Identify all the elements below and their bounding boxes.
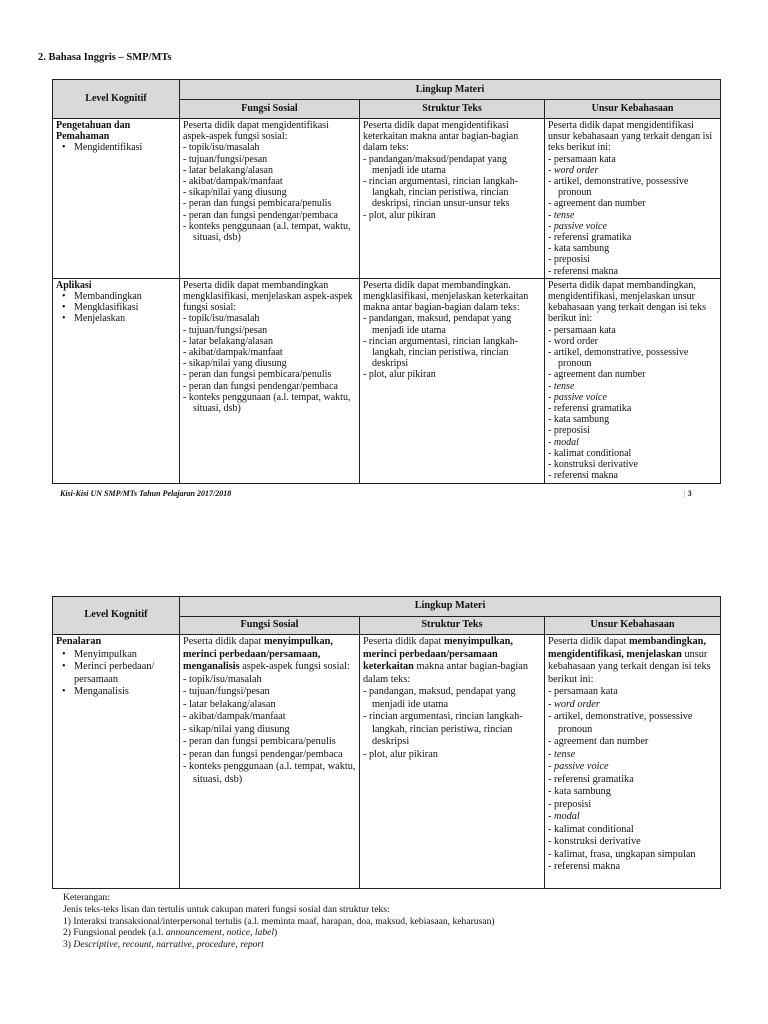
list-item: - konstruksi derivative: [548, 836, 717, 849]
list-item: - peran dan fungsi pendengar/pembaca: [183, 381, 356, 392]
list-item: [548, 221, 717, 232]
fungsi-cell: [180, 119, 360, 279]
list-item: - preposisi: [548, 425, 717, 436]
list-item-text: word order: [553, 164, 599, 176]
list-item: - preposisi: [548, 799, 717, 812]
list-item: - topik/isu/masalah: [183, 142, 356, 153]
kisi-table-1: [52, 79, 721, 484]
notes-line: Jenis teks-teks lisan dan tertulis untuk cakupan materi fungsi sosial dan struktur teks:: [63, 903, 390, 915]
list-item: - tujuan/fungsi/pesan: [183, 686, 356, 699]
level-item: • Mengidentifikasi: [56, 142, 176, 153]
list-item-text: word order: [554, 698, 600, 710]
table-row: [53, 635, 721, 889]
list-item: - preposisi: [548, 254, 717, 265]
list-item: - kalimat conditional: [548, 448, 717, 459]
page-separator: |: [684, 489, 686, 498]
level-item: • Menjelaskan: [56, 313, 176, 324]
level-item: • Menganalisis: [56, 686, 176, 699]
header-lingkup-materi: Lingkup Materi: [180, 80, 721, 100]
level-item: • Mengklasifikasi: [56, 302, 176, 313]
list-item: - akibat/dampak/manfaat: [183, 711, 356, 724]
list-item: - pandangan/maksud/pendapat yang menjadi ide utama: [363, 154, 541, 176]
level-title: Penalaran: [56, 636, 102, 647]
list-item: - kalimat, frasa, ungkapan simpulan: [548, 849, 717, 862]
list-item: - peran dan fungsi pembicara/penulis: [183, 369, 356, 380]
list-item: - konteks penggunaan (a.l. tempat, waktu, situasi, dsb): [183, 221, 356, 243]
list-item: [548, 749, 717, 762]
list-item: - word order: [548, 336, 717, 347]
list-item: - konstruksi derivative: [548, 459, 717, 470]
list-item: [548, 699, 717, 712]
notes-line: [63, 939, 495, 951]
notes-line: 1) Interaksi transaksional/interpersonal tertulis (a.l. meminta maaf, harapan, doa, maksud, kebiasaan, keharusan): [63, 915, 495, 927]
list-item: - referensi makna: [548, 470, 717, 481]
notes-text: recount: [122, 939, 152, 951]
notes-text: label: [254, 927, 275, 939]
notes-text: ,: [191, 939, 197, 951]
list-item: - peran dan fungsi pembicara/penulis: [183, 736, 356, 749]
list-item: - kata sambung: [548, 786, 717, 799]
list-item: - peran dan fungsi pendengar/pembaca: [183, 210, 356, 221]
intro-text: Peserta didik dapat: [363, 636, 444, 647]
list-item-text: modal: [554, 811, 580, 822]
fungsi-intro: Peserta didik dapat membandingkan mengklasifikasi, menjelaskan aspek-aspek fungsi sosial:: [183, 279, 353, 314]
notes-text: ): [274, 927, 278, 939]
header-level-kognitif: Level Kognitif: [53, 80, 180, 119]
list-item: - konteks penggunaan (a.l. tempat, waktu, situasi, dsb): [183, 761, 356, 786]
list-item-text: tense: [553, 209, 575, 221]
level-item: • Merinci perbedaan/ persamaan: [56, 661, 176, 686]
list-item: - kata sambung: [548, 243, 717, 254]
list-item: - tujuan/fungsi/pesan: [183, 154, 356, 165]
notes-text: ,: [151, 939, 157, 951]
header-struktur-teks: Struktur Teks: [360, 100, 545, 119]
list-item: - artikel, demonstrative, possessive pronoun: [548, 711, 717, 736]
list-item: - agreement dan number: [548, 369, 717, 380]
header-fungsi-sosial: Fungsi Sosial: [180, 100, 360, 119]
list-item: - topik/isu/masalah: [183, 674, 356, 687]
list-item: - referensi makna: [548, 266, 717, 277]
level-title: Pengetahuan dan Pemahaman: [56, 120, 131, 143]
level-item: • Menyimpulkan: [56, 649, 176, 662]
struktur-cell: [360, 278, 545, 483]
table-row: [53, 119, 721, 279]
fungsi-intro: [183, 636, 356, 674]
list-item: [548, 381, 717, 392]
list-item-text: tense: [553, 380, 575, 392]
notes-block: [63, 892, 495, 951]
header-struktur-teks: Struktur Teks: [360, 617, 545, 635]
list-item: - plot, alur pikiran: [363, 369, 541, 380]
list-item: - referensi makna: [548, 861, 717, 874]
intro-emphasis: membandingkan, mengidentifikasi, menjelaskan: [548, 636, 706, 660]
list-item: - peran dan fungsi pendengar/pembaca: [183, 749, 356, 762]
level-cell: [53, 119, 180, 279]
table-row: [53, 278, 721, 483]
list-item: - peran dan fungsi pembicara/penulis: [183, 198, 356, 209]
notes-text: notice: [226, 927, 251, 939]
list-item-text: passive voice: [553, 391, 607, 403]
header-unsur-kebahasaan: Unsur Kebahasaan: [545, 100, 721, 119]
list-item: - artikel, demonstrative, possessive pronoun: [548, 347, 717, 369]
list-item: - pandangan, maksud, pendapat yang menjadi ide utama: [363, 686, 541, 711]
list-item-text: modal: [553, 436, 579, 448]
intro-text: Peserta didik dapat: [183, 636, 264, 647]
header-lingkup-materi: Lingkup Materi: [180, 597, 721, 617]
list-item: - konteks penggunaan (a.l. tempat, waktu, situasi, dsb): [183, 392, 356, 414]
page-number: 3: [687, 489, 692, 498]
fungsi-intro: Peserta didik dapat mengidentifikasi aspek-aspek fungsi sosial:: [183, 120, 329, 143]
level-cell: [53, 278, 180, 483]
list-item: - latar belakang/alasan: [183, 165, 356, 176]
list-item: - referensi gramatika: [548, 403, 717, 414]
list-item: - agreement dan number: [548, 736, 717, 749]
list-item: [548, 811, 717, 824]
notes-text: 3): [63, 939, 74, 951]
list-item: [548, 210, 717, 221]
intro-text: makna antar bagian-bagian dalam teks:: [363, 661, 528, 685]
notes-text: 2) Fungsional pendek (a.l.: [63, 927, 166, 939]
list-item: - sikap/nilai yang diusung: [183, 187, 356, 198]
notes-title: Keterangan:: [63, 892, 110, 903]
list-item-text: passive voice: [554, 761, 609, 772]
list-item: - persamaan kata: [548, 325, 717, 336]
list-item: - topik/isu/masalah: [183, 313, 356, 324]
list-item-text: artikel, demonstrative, possessive pronoun: [553, 176, 689, 199]
list-item: - agreement dan number: [548, 198, 717, 209]
struktur-intro: Peserta didik dapat mengidentifikasi keterkaitan makna antar bagian-bagian dalam teks:: [363, 120, 519, 154]
list-item: - rincian argumentasi, rincian langkah-langkah, rincian peristiwa, rincian deskripsi, rincian unsur-unsur teks: [363, 176, 541, 210]
notes-text: procedure: [196, 939, 236, 951]
intro-emphasis: menyimpulkan, merinci perbedaan/persamaan, menganalisis: [183, 636, 333, 672]
section-title: 2. Bahasa Inggris – SMP/MTs: [38, 52, 172, 63]
unsur-cell: [545, 278, 721, 483]
struktur-intro: Peserta didik dapat membandingkan. mengklasifikasi, menjelaskan keterkaitan makna antar bagian-bagian dalam teks:: [363, 279, 529, 314]
unsur-cell: [545, 635, 721, 889]
fungsi-cell: [180, 635, 360, 889]
list-item-text: tense: [554, 748, 576, 760]
notes-text: ,: [221, 927, 227, 939]
intro-emphasis: menyimpulkan, merinci perbedaan/persamaan keterkaitan: [363, 636, 513, 672]
notes-text: Descriptive: [73, 939, 118, 951]
header-level-kognitif: Level Kognitif: [53, 597, 180, 635]
list-item: - referensi gramatika: [548, 774, 717, 787]
list-item: - rincian argumentasi, rincian langkah-langkah, rincian peristiwa, rincian deskripsi: [363, 711, 541, 749]
level-title: Aplikasi: [56, 279, 92, 291]
unsur-cell: [545, 119, 721, 279]
notes-line: [63, 927, 495, 939]
list-item: - persamaan kata: [548, 154, 717, 165]
list-item: - sikap/nilai yang diusung: [183, 358, 356, 369]
list-item: [548, 437, 717, 448]
struktur-cell: [360, 119, 545, 279]
notes-text: ,: [117, 939, 123, 951]
list-item: [548, 176, 717, 198]
struktur-intro: [363, 636, 541, 686]
footer-page-number: [684, 489, 692, 498]
list-item: [548, 165, 717, 176]
notes-text: narrative: [156, 939, 192, 951]
list-item: - kata sambung: [548, 414, 717, 425]
level-item: • Membandingkan: [56, 291, 176, 302]
list-item: - akibat/dampak/manfaat: [183, 347, 356, 358]
intro-text: unsur kebahasaan yang terkait dengan isi teks berikut ini:: [548, 648, 711, 685]
unsur-intro: Peserta didik dapat membandingkan, mengidentifikasi, menjelaskan unsur kebahasaan yang terkait dengan isi teks berikut ini:: [548, 279, 706, 325]
list-item: [548, 761, 717, 774]
list-item: - akibat/dampak/manfaat: [183, 176, 356, 187]
intro-text: aspek-aspek fungsi sosial:: [239, 661, 350, 672]
struktur-cell: [360, 635, 545, 889]
list-item: [548, 392, 717, 403]
notes-text: ,: [250, 927, 255, 939]
notes-text: ,: [235, 939, 241, 951]
footer-doc-title: Kisi-Kisi UN SMP/MTs Tahun Pelajaran 2017/2018: [60, 489, 232, 498]
list-item: - kalimat conditional: [548, 824, 717, 837]
level-cell: [53, 635, 180, 889]
list-item: - sikap/nilai yang diusung: [183, 724, 356, 737]
header-fungsi-sosial: Fungsi Sosial: [180, 617, 360, 635]
notes-text: announcement: [165, 927, 222, 939]
list-item-text: passive voice: [553, 220, 607, 232]
kisi-table-2: [52, 596, 721, 889]
list-item: - plot, alur pikiran: [363, 210, 541, 221]
intro-text: Peserta didik dapat: [548, 636, 629, 647]
list-item: - referensi gramatika: [548, 232, 717, 243]
header-unsur-kebahasaan: Unsur Kebahasaan: [545, 617, 721, 635]
list-item: - latar belakang/alasan: [183, 699, 356, 712]
list-item: - persamaan kata: [548, 686, 717, 699]
list-item: - rincian argumentasi, rincian langkah-langkah, rincian peristiwa, rincian deskripsi: [363, 336, 541, 370]
notes-text: report: [240, 939, 264, 951]
list-item: - latar belakang/alasan: [183, 336, 356, 347]
fungsi-cell: [180, 278, 360, 483]
list-item: - plot, alur pikiran: [363, 749, 541, 762]
unsur-intro: [548, 636, 717, 686]
unsur-intro: Peserta didik dapat mengidentifikasi unsur kebahasaan yang terkait dengan isi teks berikut ini:: [548, 120, 713, 154]
list-item: - tujuan/fungsi/pesan: [183, 325, 356, 336]
list-item: - pandangan, maksud, pendapat yang menjadi ide utama: [363, 313, 541, 335]
